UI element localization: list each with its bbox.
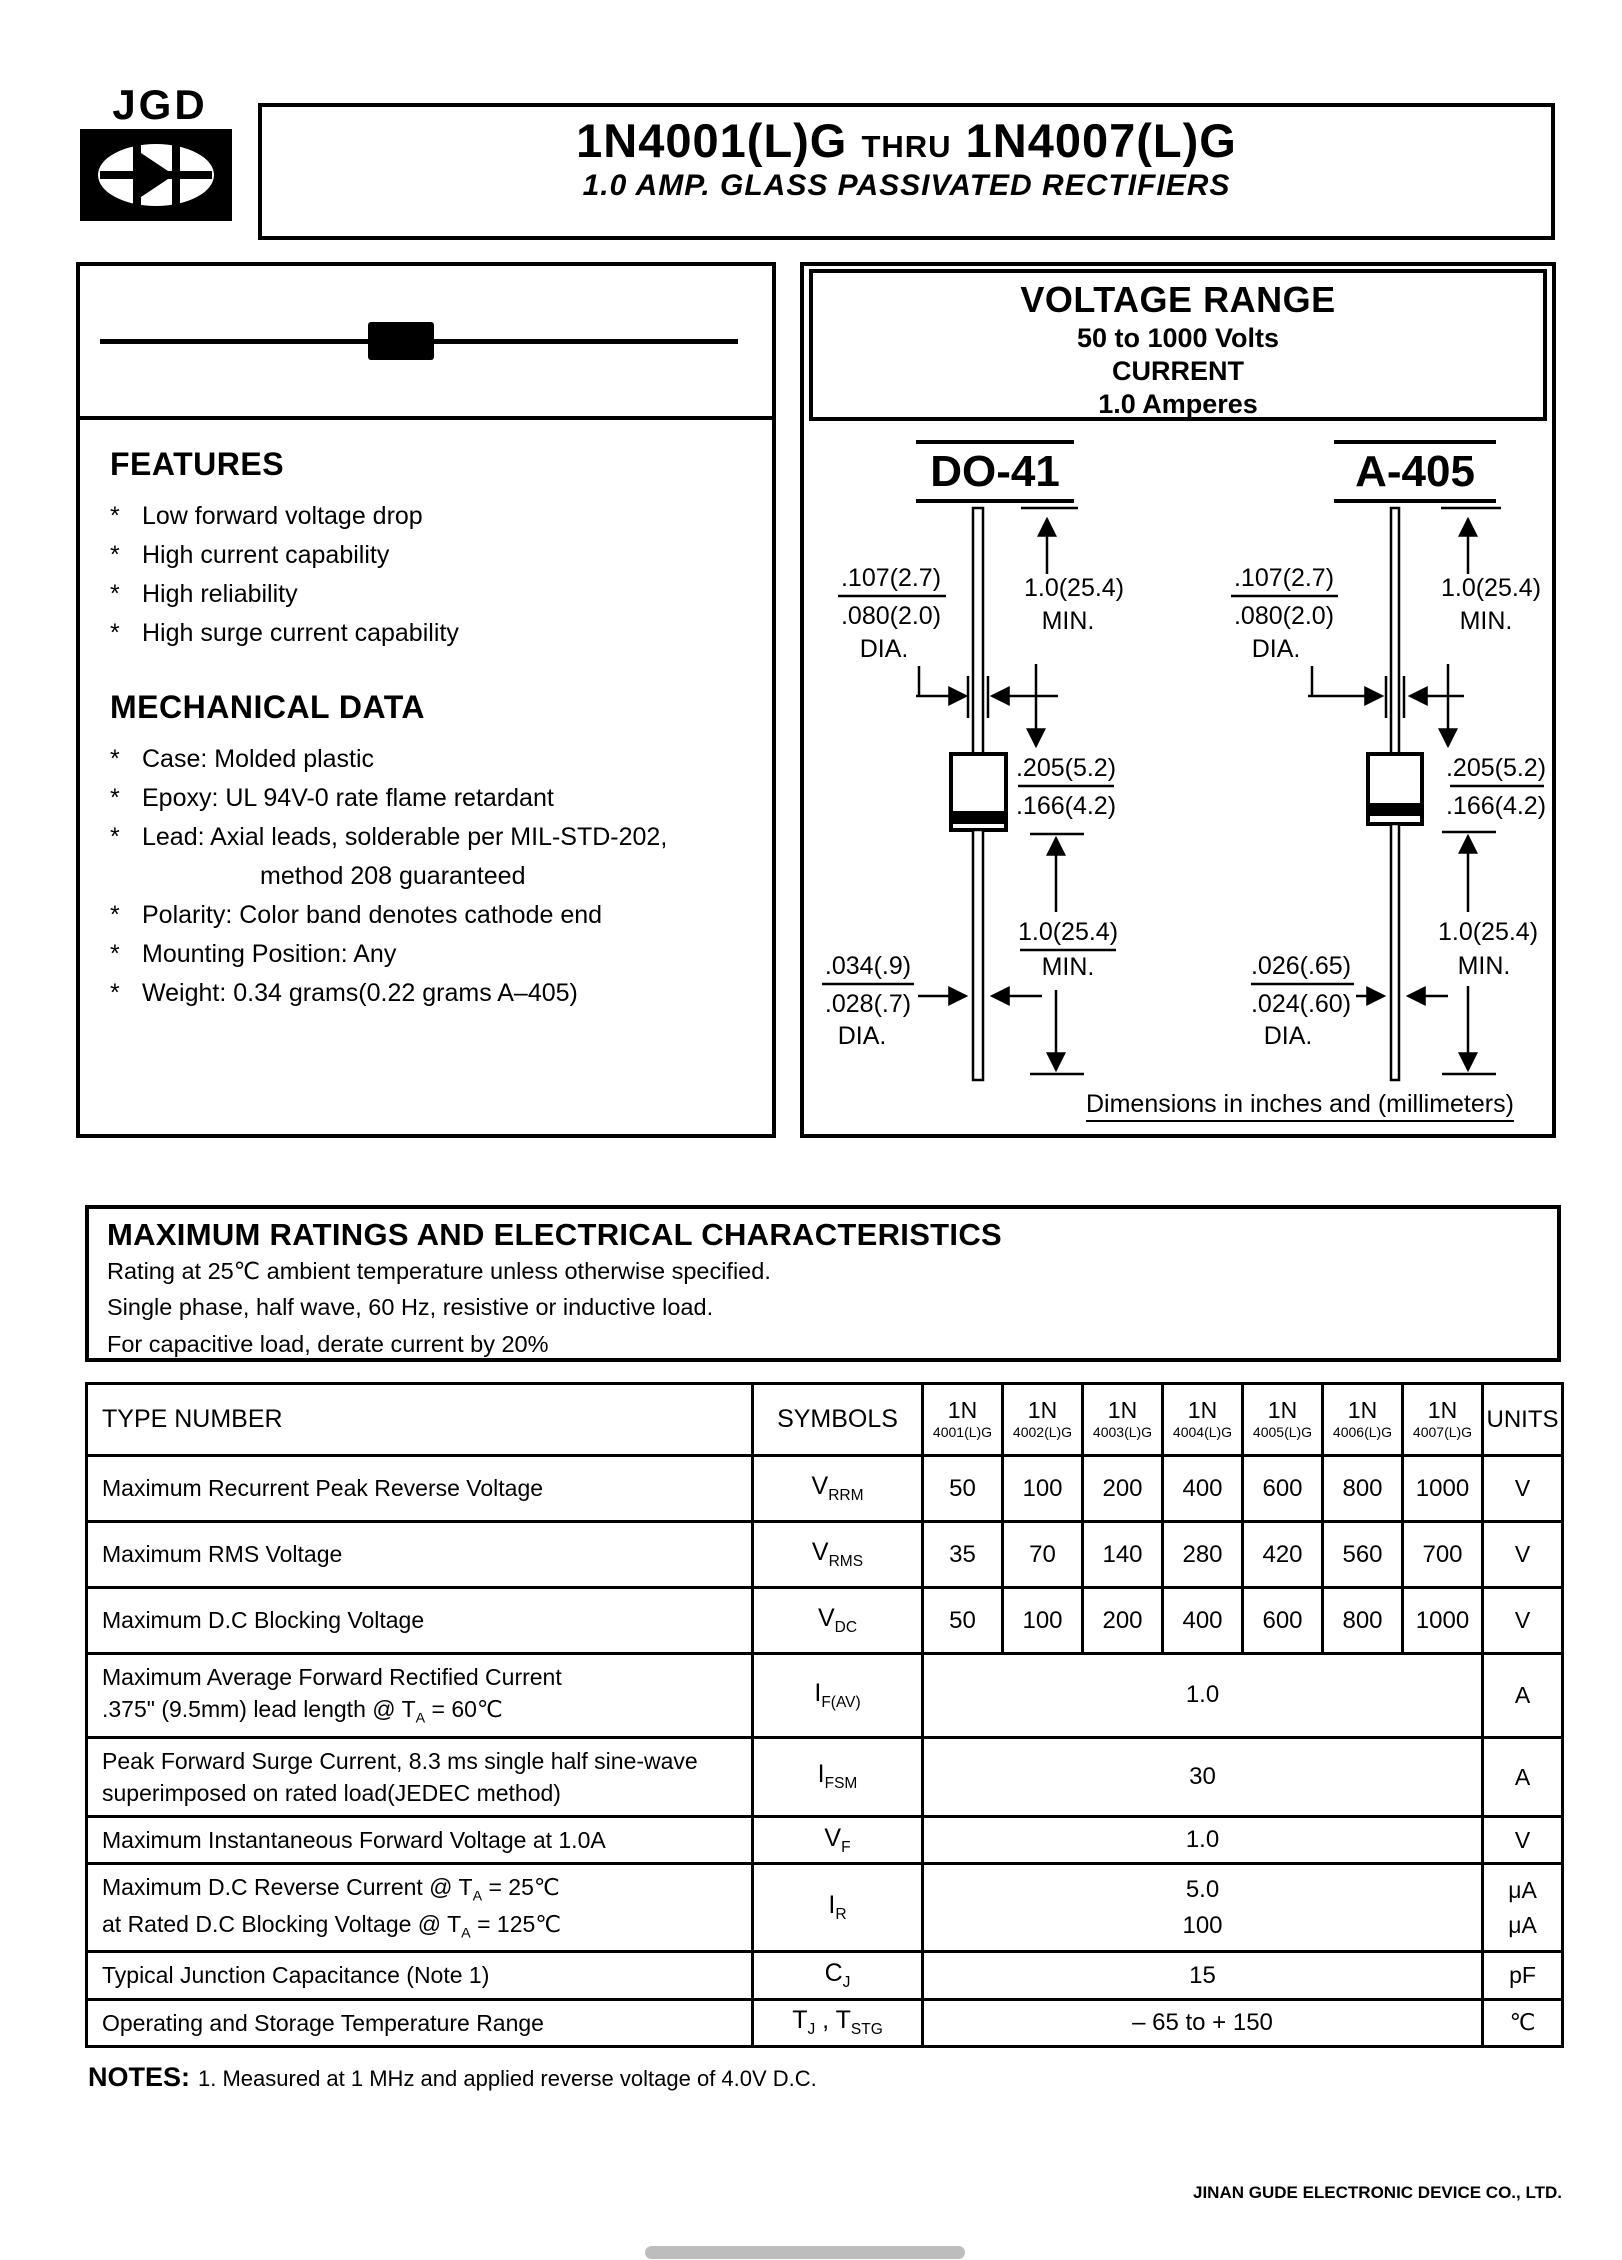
row-units: ℃: [1483, 1999, 1563, 2046]
part-suffix: 4006(L)G: [1332, 1423, 1393, 1440]
right-panel: [800, 262, 1556, 1138]
row-units: A: [1483, 1654, 1563, 1738]
dimensions-note: Dimensions in inches and (millimeters): [1086, 1090, 1514, 1122]
voltage-range-box: [809, 269, 1547, 421]
do41-title: DO-41: [930, 447, 1060, 496]
mechanical-list: [110, 740, 754, 1013]
ratings-table-body: [87, 1456, 1563, 2047]
svg-text:DIA.: DIA.: [837, 1022, 887, 1050]
part-prefix: 1N: [1187, 1397, 1218, 1424]
notes-text: 1. Measured at 1 MHz and applied reverse voltage of 4.0V D.C.: [198, 2066, 817, 2091]
row-value: 420: [1243, 1522, 1323, 1588]
table-row: [87, 1864, 1563, 1952]
row-label: Operating and Storage Temperature Range: [87, 1999, 753, 2046]
asterisk-bullet-icon: *: [110, 901, 120, 929]
row-value-span: 15: [923, 1952, 1483, 1999]
mechanical-line: Weight: 0.34 grams(0.22 grams A–405): [142, 979, 578, 1007]
col-part-number: [1403, 1384, 1483, 1456]
current-title: CURRENT: [1112, 356, 1244, 386]
col-symbols: SYMBOLS: [753, 1384, 923, 1456]
row-units: V: [1483, 1817, 1563, 1864]
ratings-line: For capacitive load, derate current by 20%: [107, 1330, 549, 1357]
part-prefix: 1N: [947, 1397, 978, 1424]
mechanical-line: Mounting Position: Any: [142, 940, 397, 968]
title-thru: THRU: [861, 129, 952, 164]
row-symbol: $T_J$ , $T_{STG}$: [753, 1999, 923, 2046]
table-header-row: [87, 1384, 1563, 1456]
row-value: 600: [1243, 1456, 1323, 1522]
mechanical-text: [142, 896, 602, 935]
part-suffix: 4004(L)G: [1172, 1423, 1233, 1440]
scan-artifact: [645, 2246, 965, 2259]
row-value-span: 1.0: [923, 1817, 1483, 1864]
row-value: 280: [1163, 1522, 1243, 1588]
row-units: A: [1483, 1737, 1563, 1816]
brand-logo: [80, 81, 240, 221]
svg-text:MIN.: MIN.: [1041, 953, 1095, 981]
row-value: 140: [1083, 1522, 1163, 1588]
table-row: [87, 1456, 1563, 1522]
asterisk-bullet-icon: *: [110, 580, 120, 608]
title-part-start: 1N4001(L)G: [576, 114, 848, 167]
do41-lead-dia-max: .034(.9): [824, 952, 912, 980]
row-symbol: $I_{FSM}$: [753, 1737, 923, 1816]
a405-top-lead: [1391, 508, 1399, 754]
svg-text:DIA.: DIA.: [859, 635, 909, 663]
mechanical-item: [110, 896, 754, 935]
svg-text:MIN.: MIN.: [1459, 607, 1513, 635]
row-value: 1000: [1403, 1588, 1483, 1654]
a405-lead-dia-max: .026(.65): [1250, 952, 1352, 980]
feature-item: [110, 497, 754, 536]
do41-body-len-max: .205(5.2): [1015, 754, 1117, 782]
mechanical-text: [142, 935, 396, 974]
mechanical-item: [110, 818, 754, 896]
voltage-range-title: VOLTAGE RANGE: [1020, 279, 1336, 320]
feature-text: High surge current capability: [142, 619, 459, 647]
current-value: 1.0 Amperes: [1098, 389, 1258, 419]
ratings-line: Single phase, half wave, 60 Hz, resistive or inductive load.: [107, 1294, 714, 1321]
row-label: Peak Forward Surge Current, 8.3 ms single half sine-wave superimposed on rated load(JEDEC method): [87, 1737, 753, 1816]
page-subtitle: 1.0 AMP. GLASS PASSIVATED RECTIFIERS: [582, 168, 1231, 202]
left-panel-content: [80, 420, 772, 1013]
row-value-span: – 65 to + 150: [923, 1999, 1483, 2046]
part-prefix: 1N: [1027, 1397, 1058, 1424]
part-suffix: 4003(L)G: [1092, 1423, 1153, 1440]
svg-text:MIN.: MIN.: [1041, 607, 1095, 635]
col-part-number: [1083, 1384, 1163, 1456]
part-suffix: 4001(L)G: [932, 1423, 993, 1440]
row-label: Typical Junction Capacitance (Note 1): [87, 1952, 753, 1999]
row-value: 1000: [1403, 1456, 1483, 1522]
ratings-table-head: [87, 1384, 1563, 1456]
a405-lead-length-bottom: 1.0(25.4): [1437, 918, 1539, 946]
row-label: Maximum D.C Reverse Current @ $T_A$ = 25℃ at Rated D.C Blocking Voltage @ $T_A$ = 125℃: [87, 1864, 753, 1952]
brand-name: JGD: [112, 81, 208, 128]
row-units: V: [1483, 1588, 1563, 1654]
do41-lead-length-top: 1.0(25.4): [1023, 574, 1125, 602]
do41-lead-length-bottom: 1.0(25.4): [1017, 918, 1119, 946]
row-label: Maximum D.C Blocking Voltage: [87, 1588, 753, 1654]
company-footer: JINAN GUDE ELECTRONIC DEVICE CO., LTD.: [1193, 2183, 1562, 2202]
ratings-line: Rating at 25℃ ambient temperature unless otherwise specified.: [107, 1258, 771, 1284]
do41-body-dia-min: .080(2.0): [840, 602, 942, 630]
page-title: [262, 115, 1551, 167]
row-value: 50: [923, 1588, 1003, 1654]
a405-body-len-max: .205(5.2): [1445, 754, 1547, 782]
mechanical-item: [110, 740, 754, 779]
do41-package-diagram: [816, 424, 1186, 1094]
row-value: 35: [923, 1522, 1003, 1588]
mechanical-item: [110, 935, 754, 974]
row-symbol: $V_{RMS}$: [753, 1522, 923, 1588]
table-row: [87, 1817, 1563, 1864]
part-prefix: 1N: [1107, 1397, 1138, 1424]
mechanical-heading: MECHANICAL DATA: [110, 689, 426, 725]
col-part-number: [1243, 1384, 1323, 1456]
notes-label: NOTES:: [88, 2062, 191, 2092]
row-value: 700: [1403, 1522, 1483, 1588]
row-label: Maximum RMS Voltage: [87, 1522, 753, 1588]
mechanical-line: Case: Molded plastic: [142, 745, 375, 773]
row-value: 400: [1163, 1588, 1243, 1654]
do41-top-lead: [973, 508, 983, 754]
diode-symbol-icon: [80, 129, 232, 221]
a405-package-diagram: [1196, 424, 1556, 1094]
mechanical-text: [142, 779, 554, 818]
title-box: [258, 103, 1555, 240]
col-part-number: [1163, 1384, 1243, 1456]
mechanical-item: [110, 974, 754, 1013]
a405-cathode-band: [1370, 803, 1420, 816]
row-value: 70: [1003, 1522, 1083, 1588]
col-part-number: [923, 1384, 1003, 1456]
col-part-number: [1003, 1384, 1083, 1456]
a405-body-dia-min: .080(2.0): [1233, 602, 1335, 630]
row-units: V: [1483, 1456, 1563, 1522]
ratings-table: [85, 1382, 1564, 2048]
mechanical-line: Lead: Axial leads, solderable per MIL-STD-202,: [142, 823, 668, 851]
col-part-number: [1323, 1384, 1403, 1456]
row-value: 100: [1003, 1588, 1083, 1654]
a405-lead-dia-min: .024(.60): [1250, 990, 1352, 1018]
row-value: 100: [1003, 1456, 1083, 1522]
features-list: [110, 497, 754, 653]
col-type-number: TYPE NUMBER: [87, 1384, 753, 1456]
row-value: 800: [1323, 1588, 1403, 1654]
col-units: UNITS: [1483, 1384, 1563, 1456]
mechanical-text: [142, 974, 578, 1013]
asterisk-bullet-icon: *: [110, 823, 120, 851]
do41-body-len-min: .166(4.2): [1015, 792, 1117, 820]
row-value: 400: [1163, 1456, 1243, 1522]
row-value: 50: [923, 1456, 1003, 1522]
feature-item: [110, 536, 754, 575]
feature-text: High current capability: [142, 541, 390, 569]
row-symbol: $V_{RRM}$: [753, 1456, 923, 1522]
part-suffix: 4005(L)G: [1252, 1423, 1313, 1440]
part-suffix: 4007(L)G: [1412, 1423, 1473, 1440]
row-units: μA μA: [1483, 1864, 1563, 1952]
a405-body-dia-max: .107(2.7): [1233, 564, 1335, 592]
do41-bottom-lead: [973, 830, 983, 1080]
diode-photo-body: [368, 322, 434, 360]
row-symbol: $V_{DC}$: [753, 1588, 923, 1654]
row-symbol: $I_R$: [753, 1864, 923, 1952]
ratings-heading: MAXIMUM RATINGS AND ELECTRICAL CHARACTERISTICS: [107, 1217, 1002, 1252]
mechanical-text: [142, 818, 667, 896]
left-panel: [76, 262, 776, 1138]
row-symbol: $C_J$: [753, 1952, 923, 1999]
mechanical-line: Epoxy: UL 94V-0 rate flame retardant: [142, 784, 554, 812]
table-row: [87, 1737, 1563, 1816]
feature-text: Low forward voltage drop: [142, 502, 423, 530]
row-value-span: 30: [923, 1737, 1483, 1816]
table-row: [87, 1588, 1563, 1654]
svg-text:DIA.: DIA.: [1251, 635, 1301, 663]
a405-bottom-lead: [1391, 824, 1399, 1080]
row-value-span: 5.0 100: [923, 1864, 1483, 1952]
feature-item: [110, 614, 754, 653]
asterisk-bullet-icon: *: [110, 541, 120, 569]
row-value: 600: [1243, 1588, 1323, 1654]
row-units: V: [1483, 1522, 1563, 1588]
asterisk-bullet-icon: *: [110, 745, 120, 773]
mechanical-item: [110, 779, 754, 818]
mechanical-line: method 208 guaranteed: [260, 862, 526, 890]
part-suffix: 4002(L)G: [1012, 1423, 1073, 1440]
svg-text:MIN.: MIN.: [1457, 952, 1511, 980]
mechanical-line: Polarity: Color band denotes cathode end: [142, 901, 603, 929]
row-label: Maximum Instantaneous Forward Voltage at 1.0A: [87, 1817, 753, 1864]
asterisk-bullet-icon: *: [110, 619, 120, 647]
asterisk-bullet-icon: *: [110, 784, 120, 812]
voltage-range-value: 50 to 1000 Volts: [1076, 323, 1280, 353]
features-heading: FEATURES: [110, 446, 285, 482]
asterisk-bullet-icon: *: [110, 979, 120, 1007]
part-prefix: 1N: [1267, 1397, 1298, 1424]
table-row: [87, 1654, 1563, 1738]
a405-lead-length-top: 1.0(25.4): [1440, 574, 1542, 602]
row-value: 560: [1323, 1522, 1403, 1588]
row-value: 200: [1083, 1456, 1163, 1522]
a405-title: A-405: [1355, 447, 1475, 496]
row-symbol: $V_F$: [753, 1817, 923, 1864]
part-prefix: 1N: [1427, 1397, 1458, 1424]
diode-photo: [80, 266, 772, 420]
row-value: 200: [1083, 1588, 1163, 1654]
do41-lead-dia-min: .028(.7): [824, 990, 912, 1018]
row-units: pF: [1483, 1952, 1563, 1999]
svg-text:DIA.: DIA.: [1263, 1022, 1313, 1050]
row-label: Maximum Recurrent Peak Reverse Voltage: [87, 1456, 753, 1522]
asterisk-bullet-icon: *: [110, 502, 120, 530]
a405-body-len-min: .166(4.2): [1445, 792, 1547, 820]
notes: [88, 2062, 817, 2093]
mechanical-text: [142, 740, 374, 779]
do41-cathode-band: [953, 811, 1004, 824]
table-row: [87, 1522, 1563, 1588]
row-value: 800: [1323, 1456, 1403, 1522]
feature-item: [110, 575, 754, 614]
table-row: [87, 1952, 1563, 1999]
ratings-box: [85, 1205, 1561, 1362]
table-row: [87, 1999, 1563, 2046]
row-value-span: 1.0: [923, 1654, 1483, 1738]
do41-body-dia-max: .107(2.7): [840, 564, 942, 592]
part-prefix: 1N: [1347, 1397, 1378, 1424]
title-part-end: 1N4007(L)G: [965, 114, 1237, 167]
asterisk-bullet-icon: *: [110, 940, 120, 968]
feature-text: High reliability: [142, 580, 298, 608]
row-symbol: $I_{F(AV)}$: [753, 1654, 923, 1738]
row-label: Maximum Average Forward Rectified Current .375" (9.5mm) lead length @ $T_A$ = 60℃: [87, 1654, 753, 1738]
